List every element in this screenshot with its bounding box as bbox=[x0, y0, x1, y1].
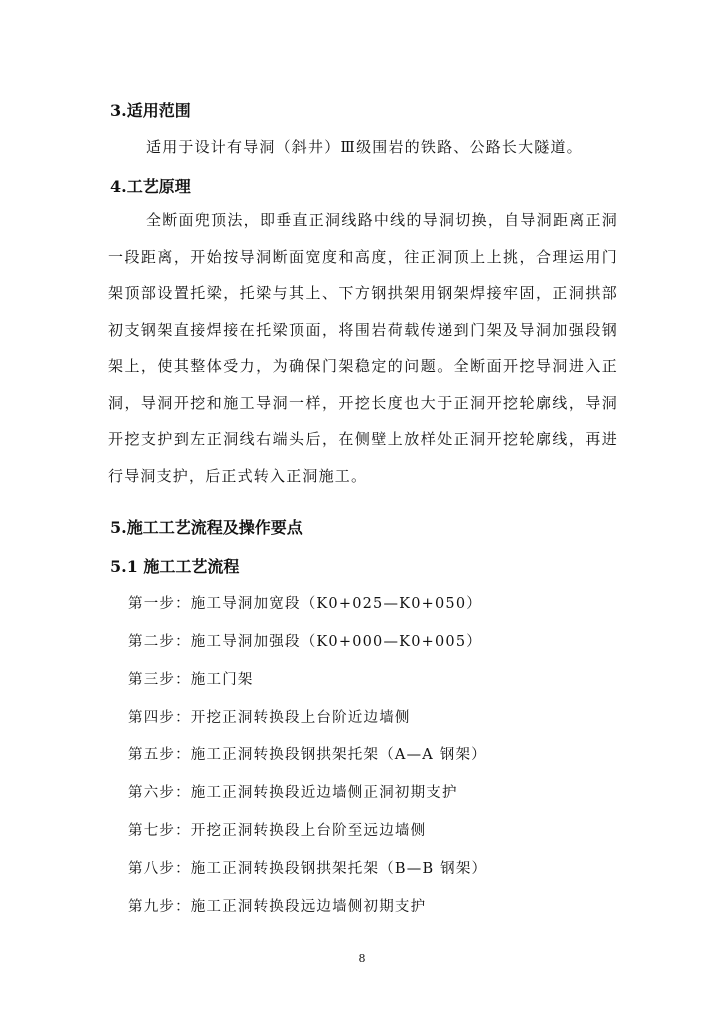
process-step: 第八步：施工正洞转换段钢拱架托架（B—B 钢架） bbox=[128, 861, 488, 877]
subsection-heading-flow: 5.1 施工工艺流程 bbox=[110, 557, 240, 576]
section-heading-principle: 4.工艺原理 bbox=[110, 177, 191, 196]
process-step: 第七步：开挖正洞转换段上台阶至远边墙侧 bbox=[128, 823, 427, 839]
process-step: 第五步：施工正洞转换段钢拱架托架（A—A 钢架） bbox=[128, 747, 487, 763]
process-step: 第六步：施工正洞转换段近边墙侧正洞初期支护 bbox=[128, 785, 458, 801]
process-step: 第四步：开挖正洞转换段上台阶近边墙侧 bbox=[128, 710, 411, 726]
section-heading-process: 5.施工工艺流程及操作要点 bbox=[110, 518, 303, 537]
page-number: 8 bbox=[358, 952, 366, 965]
process-step: 第二步：施工导洞加强段（K0+000—K0+005） bbox=[128, 634, 482, 650]
scope-paragraph: 适用于设计有导洞（斜井）Ⅲ级围岩的铁路、公路长大隧道。 bbox=[146, 138, 583, 156]
process-step: 第九步：施工正洞转换段远边墙侧初期支护 bbox=[128, 899, 427, 915]
process-step: 第三步：施工门架 bbox=[128, 672, 254, 688]
section-heading-scope: 3.适用范围 bbox=[110, 101, 191, 120]
process-step: 第一步：施工导洞加宽段（K0+025—K0+050） bbox=[128, 596, 482, 612]
principle-paragraph: 全断面兜顶法，即垂直正洞线路中线的导洞切换，自导洞距离正洞一段距离，开始按导洞断面宽度和高度，往正洞顶上上挑，合理运用门架顶部设置托梁，托梁与其上、下方钢拱架用钢架焊接牢固，正洞拱部初支钢架直接焊接在托梁顶面，将围岩荷载传递到门架及导洞加强段钢架上，使其整体受力，为确保门架稳定的问题。全断面开挖导洞进入正洞，导洞开挖和施工导洞一样，开挖长度也大于正洞开挖轮廓线，导洞开挖支护到左正洞线右端头后，在侧壁上放样处正洞开挖轮廓线，再进行导洞支护，后正式转入正洞施工。 bbox=[108, 211, 618, 485]
